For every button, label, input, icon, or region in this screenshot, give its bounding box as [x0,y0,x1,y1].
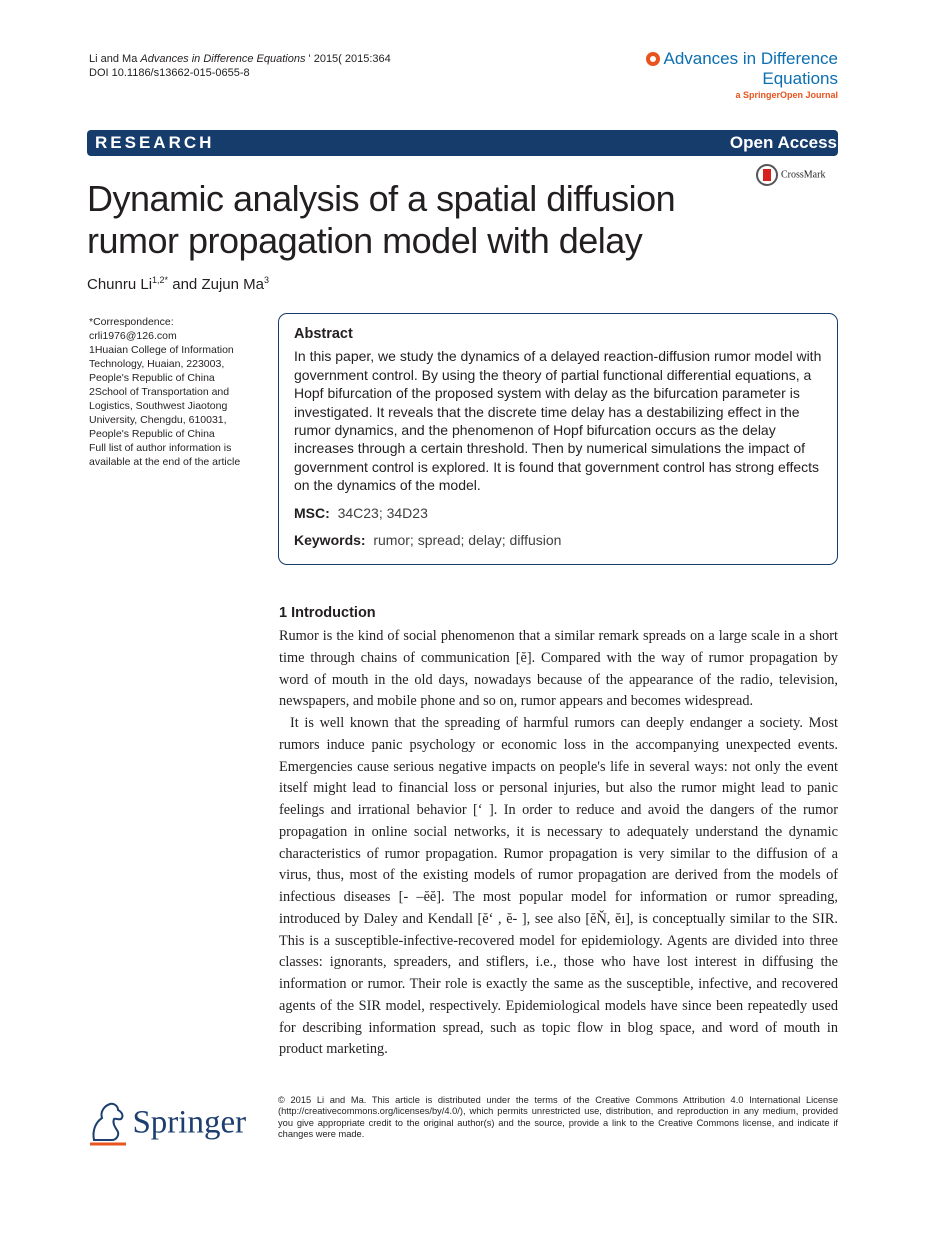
note-line: University, Chengdu, 610031, [89,414,227,426]
crossmark-label: CrossMark [781,169,826,181]
note-line: Logistics, Southwest Jiaotong [89,400,228,412]
journal-subtitle: a SpringerOpen Journal [735,90,838,100]
author-2[interactable]: Zujun Ma [201,276,264,293]
keywords-value: rumor; spread; delay; diffusion [373,532,562,549]
article-title: Dynamic analysis of a spatial diffusion rumor propagation model with delay [87,178,676,261]
note-line: 2School of Transportation and [89,386,230,398]
running-header [89,52,391,80]
note-line: 1Huaian College of Information [89,344,234,356]
keywords-row [294,531,824,549]
abstract-text: In this paper, we study the dynamics of a delayed reaction-diffusion rumor model with government control. By using the theory of partial functional differential equations, a Hopf bifurcation of the proposed system with delay as the bifurcation parameter is investigated. It reveals that the discrete time delay has a destabilizing effect in the rumor dynamics, and the phenomenon of Hopf bifurcation occurs as the delay increases through a certain threshold. Then by numerical simulations the impact of government control is explored. It is found that government control has strong effects on the dynamics of the model. [294,348,822,494]
correspondence-notes [89,315,269,469]
doi[interactable]: DOI 10.1186/s13662-015-0655-8 [89,67,250,79]
journal-name: Advances in Difference Equations [663,49,838,88]
springeropen-icon [646,52,660,66]
crossmark-icon [756,164,778,186]
keywords-label: Keywords: [294,532,366,549]
springer-logo [88,1100,246,1146]
journal-logo[interactable] [574,49,838,101]
msc-label: MSC: [294,504,330,521]
note-line: Full list of author information is [89,442,232,454]
note-line: People's Republic of China [89,372,215,384]
note-line: People's Republic of China [89,428,215,440]
springer-wordmark: Springer [132,1104,247,1141]
crossmark-button[interactable] [756,164,825,186]
msc-value: 34C23; 34D23 [337,504,428,521]
author-1[interactable]: Chunru Li [87,276,153,293]
open-access-label: Open Access [729,133,837,152]
paragraph: Rumor is the kind of social phenomenon that a similar remark spreads on a large scale in a short time through chains of communication [ĕ]. Compared with the way of rumor propagation by word of mouth in the old days, nowadays because of the appearance of the radio, television, newspapers, and mobile phone and so on, rumor appears and becomes widespread. [279,628,838,710]
abstract-content [294,325,824,549]
correspondence-email[interactable]: crli1976@126.com [89,330,177,342]
author-separator: and [168,276,202,293]
author-1-affiliation: 1,2* [152,275,169,285]
citation-authors: Li and Ma [89,53,138,65]
msc-row [294,504,824,522]
paragraph: It is well known that the spreading of harmful rumors can deeply endanger a society. Most rumors induce panic psychology or economic loss in the accompanying unexpected events. Emergencies cause serious negative impacts on people's life in several ways: not only the event itself might lead to financial loss or personal injuries, but also the rumor might lead to panic feelings and irrational behavior [ʻ ]. In order to reduce and avoid the dangers of the rumor propagation in online social networks, it is necessary to adequately understand the dynamic characteristics of rumor propagation. Rumor propagation is very similar to the diffusion of a virus, thus, most of the existing models of rumor propagation are derived from the models of infectious diseases [- –ĕĕ]. The most popular model for information or rumor spreading, introduced by Daley and Kendall [ĕʻ , ĕ- ], see also [ĕŇ, ĕı], is conceptually similar to the SIR. This is a susceptible-infective-recovered model for epidemiology. Agents are divided into three classes: ignorants, spreaders, and stiflers, i.e., those who have lost interest in diffusing the information or rumor. Their role is exactly the same as the susceptible, infective, and recovered agents of the SIR model, respectively. Epidemiological models have since been repeatedly used for describing information spread, such as topic flow in blog space, and word of mouth in product marketing. [279,715,838,1058]
introduction-body [279,626,838,1061]
section-heading-introduction: 1 Introduction [279,605,376,621]
note-line: available at the end of the article [89,456,241,468]
author-2-affiliation: 3 [263,275,269,285]
author-list [87,275,269,293]
citation-journal: Advances in Difference Equations [140,53,306,65]
article-type-label: RESEARCH [95,133,215,152]
citation-volume: ' 2015( 2015:364 [308,53,391,65]
springer-horse-icon [88,1100,128,1146]
license-text: © 2015 Li and Ma. This article is distributed under the terms of the Creative Commons Attribution 4.0 International License (http://creativecommons.org/licenses/by/4.0/), which permits unrestricted use, distribution, and reproduction in any medium, provided you give appropriate credit to the original author(s) and the source, provide a link to the Creative Commons license, and indicate if changes were made. [278,1095,838,1140]
abstract-heading: Abstract [294,326,353,342]
note-line: *Correspondence: [89,316,174,328]
note-line: Technology, Huaian, 223003, [89,358,225,370]
